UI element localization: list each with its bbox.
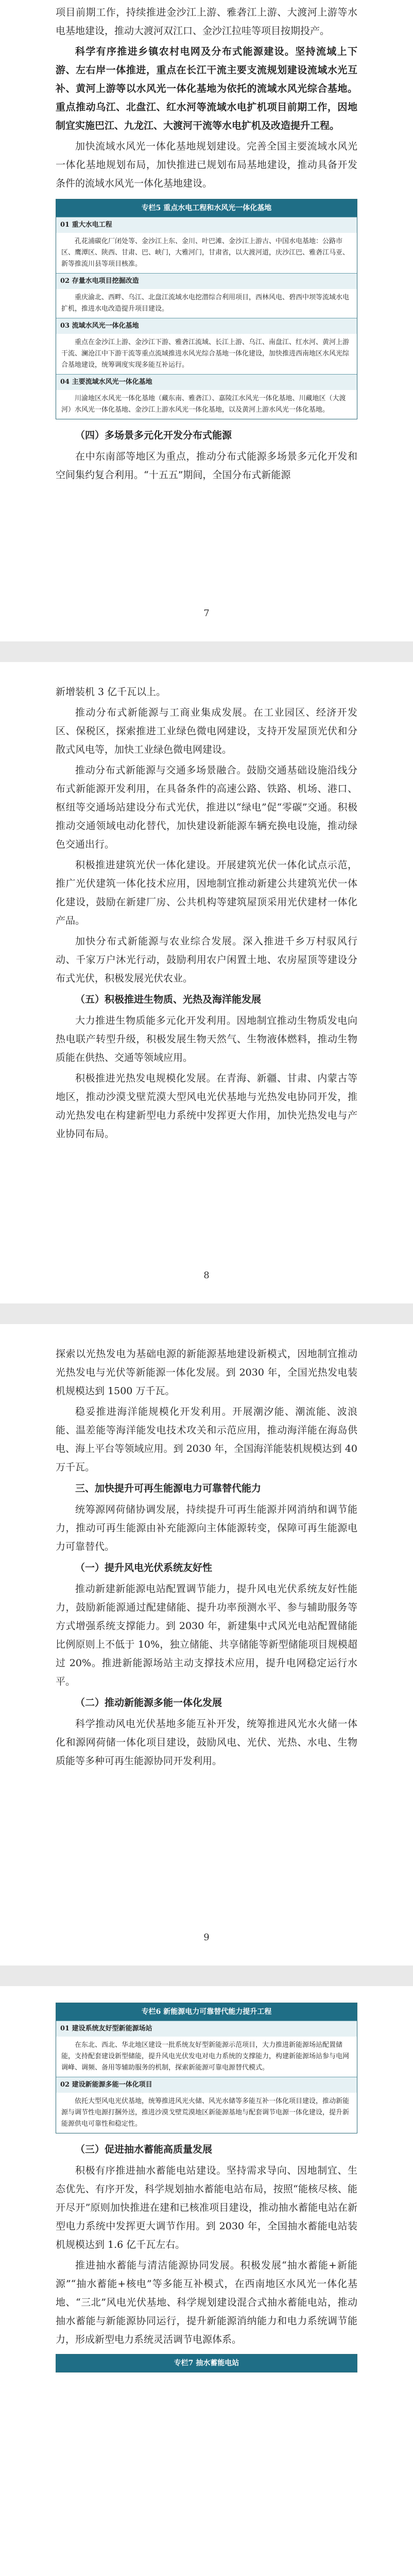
page-number: 7: [203, 608, 210, 619]
page-number: 9: [203, 1932, 210, 1943]
page-9: [0, 1324, 413, 1965]
p8-para-3: 积极推进建筑光伏一体化建设。开展建筑光伏一体化试点示范，推广光伏建筑一体化技术应用，因地制宜推动新建公共建筑光伏一体化建设，鼓励在新建厂房、公共机构等建筑屋顶采用光伏建材一体化产品。: [56, 859, 357, 926]
p8-para-0: 新增装机 3 亿千瓦以上。: [56, 686, 166, 698]
p10-para-2: 推进抽水蓄能与清洁能源协同发展。积极发展“抽水蓄能+新能源”“抽水蓄能+核电”等多能互补模式，在西南地区水风光一体化基地、“三北”风电光伏基地、科学规划建设混合式抽水蓄能电站，推动抽水蓄能与新能源协同运行，提升新能源消纳能力和电力系统调节能力，形成新型电力系统灵活调节电源体系。: [56, 2260, 357, 2345]
page-10: [0, 1986, 413, 2576]
section-heading: （五）积极推进生物质、光热及海洋能发展: [75, 994, 262, 1005]
p7-line-2: 科学有序推进乡镇农村电网及分布式能源建设。坚持流域上下游、左右岸一体推进，重点在长江干流主要支流规划建设流域水光互补、黄河上游等以水风光一体化基地为依托的流域水风光综合基地。重点推动乌江、北盘江、红水河等流域水电扩机项目前期工作，因地制宜实施巴江、九龙江、大渡河干流等水电扩机及改造提升工程。: [56, 46, 357, 131]
p9-intro: 统筹源网荷储协调发展，持续提升可再生能源并网消纳和调节能力，推动可再生能源由补充能源向主体能源转变，保障可再生能源电力可靠替代。: [56, 1504, 357, 1552]
box-5-row-body: 重点在金沙江上游、金沙江下游、雅砻江流域、长江上游、乌江、南盘江、红水河、黄河上游干流、澜沧江中下游干流等重点流域推进水风光综合基地一体化建设，加快推进西南地区水风光综合基地建设，统筹调度实现多能互补运行。: [61, 338, 350, 369]
box-5-row-body: 重庆渝北、西畔、乌江、北盘江流域水电挖潜综合利用项目，西林风电、碧西中坝等流域水电扩机，推进水电改造提升项目建设。: [61, 294, 350, 313]
box-7-title: 专栏7 抽水蓄能电站: [56, 2354, 357, 2372]
p8-para-2: 推动分布式新能源与交通多场景融合。鼓励交通基础设施沿线分布式新能源开发利用，在具备条件的高速公路、铁路、机场、港口、枢纽等交通场站建设分布式光伏，推进以“绿电”促“零碳”交通。积极推动交通领域电动化替代，加快建设新能源车辆充换电设施，推动绿色交通出行。: [56, 765, 357, 850]
p7-line-1: 项目前期工作，持续推进金沙江上游、雅砻江上游、大渡河上游等水电基地建设，推动大渡河双江口、金沙江拉哇等项目按期投产。: [56, 7, 357, 37]
p9-para-0: 探索以光热发电为基础电源的新能源基地建设新模式，因地制宜推动光热发电与光伏等新能源一体化发展。到 2030 年，全国光热发电装机规模达到 1500 万千瓦。: [56, 1348, 357, 1397]
p8-para2-0: 大力推进生物质能多元化开发利用。因地制宜推动生物质发电向热电联产转型升级，积极发展生物天然气、生物液体燃料，推动生物质能在供热、交通等领域应用。: [56, 1015, 357, 1063]
box-5-title: 专栏5 重点水电工程和水风光一体化基地: [56, 199, 357, 217]
p9-sub2-para: 科学推动风电光伏基地多能互补开发，统筹推进风光水火储一体化和源网荷储一体化项目建设，鼓励风电、光伏、光热、水电、生物质能等多种可再生能源协同开发利用。: [56, 1718, 357, 1767]
p7-last-para: 在中东南部等地区为重点，推动分布式能源多场景多元化开发和空间集约复合利用。“十五五”期间，全国分布式新能源: [56, 451, 357, 481]
p7-line-3: 加快流域水风光一体化基地规划建设。完善全国主要流域水风光一体化基地规划布局，加快推进已规划布局基地建设，推动具备开发条件的流域水风光一体化基地建设。: [56, 141, 357, 189]
section-heading: （三）促进抽水蓄能高质量发展: [75, 2144, 213, 2155]
box-6-row: [56, 2077, 357, 2133]
section-heading: （二）推动新能源多能一体化发展: [75, 1697, 222, 1708]
page-number: 8: [203, 1270, 210, 1281]
box-6: [56, 2003, 357, 2133]
box-5-row-heading: 02 存量水电项目挖掘改造: [56, 274, 357, 289]
p8-para-4: 加快分布式新能源与农业综合发展。深入推进千乡万村驭风行动、千家万户沐光行动，鼓励利用农户闲置土地、农房屋顶等建设分布式光伏，积极发展光伏农业。: [56, 936, 357, 984]
box-5-row: [56, 217, 357, 273]
section-heading: （一）提升风电光伏系统友好性: [75, 1562, 213, 1573]
box-7-header: [56, 2354, 357, 2372]
box-6-title: 专栏6 新能源电力可靠替代能力提升工程: [56, 2003, 357, 2021]
box-5-row-body: 孔花浦碳化厂闭处等、金沙江上东、金川、叶巴滩、金沙江上游古、中国水电基地：公路市区、鹰潭区、陕西、甘肃、巴、峡门，大雅河门，甘肃省，以大渡河道，庆沙江巴、雅砻江马亚、新等推流川县等项目核准。: [61, 238, 350, 268]
p8-para-1: 推动分布式新能源与工商业集成发展。在工业园区、经济开发区、保税区，探索推进工业绿色微电网建设，支持开发屋顶光伏和分散式风电等，加快工业绿色微电网建设。: [56, 707, 357, 755]
p9-sub1-para: 推动新建新能源电站配置调节能力，提升风电光伏系统友好性能力，鼓励新能源通过配建储能、提升功率预测水平、参与辅助服务等方式增强系统支撑能力。到 2030 年，新建集中式风光电站配置储能比例原则上不低于 10%，独立储能、共享储能等新型储能项目规模超过 20%。推进新能源场站主动支撑技术应用，提升电网稳定运行水平。: [56, 1583, 357, 1687]
p10-para-1: 积极有序推进抽水蓄能电站建设。坚持需求导向、因地制宜、生态优先、有序开发，科学规划抽水蓄能电站布局，按照“能核尽核、能开尽开”原则加快推进在建和已核准项目建设，推动抽水蓄能电站在新型电力系统中发挥更大调节作用。到 2030 年，全国抽水蓄能电站装机规模达到 1.6 亿千瓦左右。: [56, 2165, 357, 2250]
box-6-row-body: 依托大型风电光伏基地，统筹推进风光火储、风光水储等多能互补一体化项目建设，推动新能源与调节性电源打捆外送，推进沙漠戈壁荒漠地区新能源基地与配套调节电源一体化建设，提升新能源供电可靠性和稳定性。: [61, 2097, 350, 2128]
box-5-row-heading: 01 重大水电工程: [56, 217, 357, 233]
section-heading: （四）多场景多元化开发分布式能源: [75, 430, 232, 441]
chapter-heading: 三、加快提升可再生能源电力可靠替代能力: [75, 1483, 262, 1494]
box-5-row-heading: 03 流域水风光一体化基地: [56, 318, 357, 334]
box-6-row-heading: 01 建设系统友好型新能源场站: [56, 2021, 357, 2037]
box-5-row: [56, 273, 357, 318]
box-6-row: [56, 2021, 357, 2077]
page-8: [0, 662, 413, 1303]
p8-para2-1: 积极推进光热发电规模化发展。在青海、新疆、甘肃、内蒙古等地区，推动沙漠戈壁荒漠大型风电光伏基地与光热发电协同开发，推动光热发电在构建新型电力系统中发挥更大作用，加快光热发电与产业协同布局。: [56, 1073, 357, 1140]
box-6-row-body: 在东北、西北、华北地区建设一批系统友好型新能源示范项目，大力推进新能源场站配置储能，支持配套建设新型储能，提升风电光伏发电对电力系统的支撑能力，构建新能源场站参与电网调峰、调频、备用等辅助服务的机制，探索新能源可靠电源替代模式。: [61, 2041, 350, 2072]
box-5-row-heading: 04 主要流域水风光一体化基地: [56, 375, 357, 390]
box-5-row: [56, 318, 357, 374]
box-5-row: [56, 374, 357, 419]
box-5-row-body: 川渝地区水风光一体化基地（藏东南、雅砻江）、嘉陵江水风光一体化基地、川藏地区（大渡河）水风光一体化基地、金沙江上游水风光一体化基地，以及黄河上游水风光一体化基地。: [61, 395, 346, 414]
box-6-row-heading: 02 建设新能源多能一体化项目: [56, 2077, 357, 2093]
box-5: [56, 199, 357, 419]
page-7: [0, 0, 413, 641]
p9-para-1: 稳妥推进海洋能规模化开发利用。开展潮汐能、潮流能、波浪能、温差能等海洋能发电技术攻关和示范应用，推动海洋能在海岛供电、海上平台等领域应用。到 2030 年，全国海洋能装机规模达到 40 万千瓦。: [56, 1406, 357, 1473]
